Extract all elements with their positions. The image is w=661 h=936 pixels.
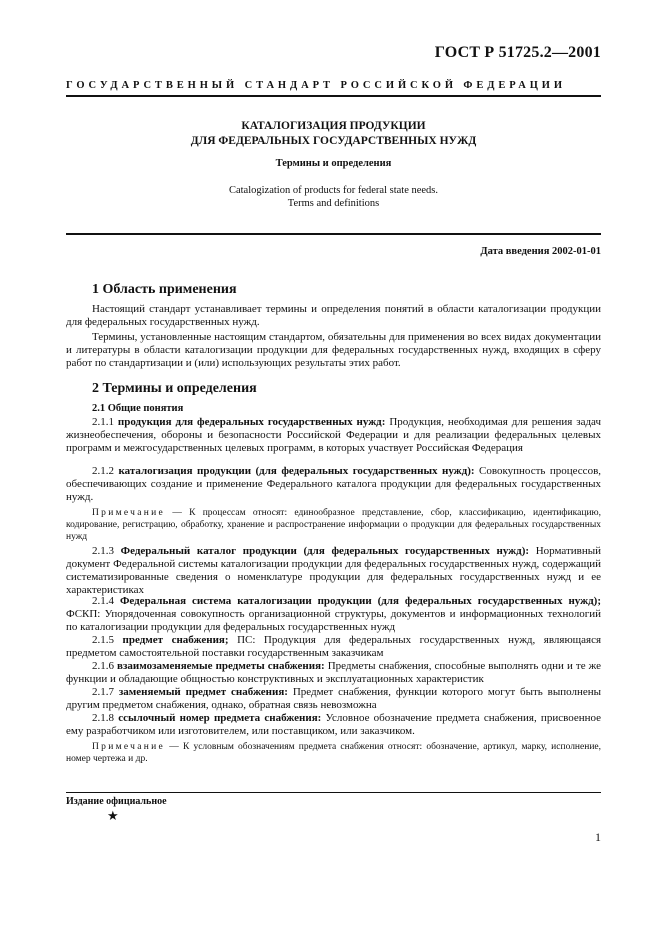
- bottom-rule: [66, 792, 601, 793]
- note-text: — К условным обозначениям предмета снабжения относят: обозначение, артикул, марку, исполнение, номер чертежа и др.: [66, 742, 601, 764]
- term-name: Федеральный каталог продукции (для федеральных государственных нужд):: [120, 545, 530, 557]
- document-subtitle: Термины и определения: [275, 158, 392, 169]
- page-number: 1: [595, 830, 601, 844]
- note-2: [66, 741, 601, 765]
- section-1-paragraph-2: Термины, установленные настоящим стандартом, обязательны для применения во всех видах документации и литературы в области каталогизации продукции для федеральных государственных нужд, входящих в сферу работ по стандартизации и (или) использующих результаты этих работ.: [66, 331, 601, 369]
- term-number: 2.1.1: [92, 416, 114, 428]
- subsection-2-1-heading: 2.1 Общие понятия: [92, 403, 184, 414]
- term-number: 2.1.8: [92, 712, 114, 724]
- term-definition: Продукция, необходимая для решения задач жизнеобеспечения, обороны и безопасности Российской Федерации и для реализации федеральных целевых программ и межгосударственных целевых программ, в которых участвует Российская Федерация: [66, 416, 602, 454]
- term-2-1-8: [66, 712, 601, 738]
- term-name: каталогизация продукции (для федеральных государственных нужд):: [118, 465, 475, 477]
- term-name: Федеральная система каталогизации продукции (для федеральных государственных нужд);: [119, 595, 602, 607]
- note-text: — К процессам относят: единообразное представление, сбор, классификацию, идентификацию, кодирование, регистрацию, обработку, хранение и распространение информации о продукции для федеральных государственных нужд: [66, 508, 601, 542]
- note-label: Примечание: [92, 508, 166, 518]
- gost-number: ГОСТ Р 51725.2—2001: [434, 44, 601, 61]
- term-number: 2.1.3: [92, 545, 114, 557]
- note-label: Примечание: [92, 742, 166, 752]
- term-2-1-4: [66, 595, 601, 634]
- term-definition: Совокупность процессов, обеспечивающих создание и применение Федерального каталога продукции для федеральных государственных нужд.: [66, 465, 602, 503]
- term-2-1-2: [66, 465, 601, 504]
- top-rule: [66, 95, 601, 97]
- term-name: взаимозаменяемые предметы снабжения:: [117, 660, 325, 672]
- term-2-1-6: [66, 660, 601, 686]
- term-name: предмет снабжения;: [122, 634, 229, 646]
- document-title: [66, 119, 601, 149]
- term-definition: Предмет снабжения, функции которого могут быть выполнены другим предметом снабжения, однако, обратная связь невозможна: [66, 686, 602, 711]
- term-2-1-7: [66, 686, 601, 712]
- note-1: [66, 507, 601, 543]
- section-2-heading: 2 Термины и определения: [92, 381, 257, 396]
- term-number: 2.1.6: [92, 660, 114, 672]
- section-1-paragraph-1: Настоящий стандарт устанавливает термины и определения понятий в области каталогизации продукции для федеральных государственных нужд.: [66, 303, 601, 328]
- edition-label: Издание официальное: [66, 796, 167, 807]
- middle-rule: [66, 233, 601, 235]
- term-number: 2.1.2: [92, 465, 114, 477]
- term-definition: ПС: Продукция для федеральных государственных нужд, являющаяся предметом самостоятельной поставки государственным заказчикам: [66, 634, 602, 659]
- term-number: 2.1.4: [92, 595, 114, 607]
- introduction-date: Дата введения 2002-01-01: [480, 246, 601, 257]
- standard-banner: ГОСУДАРСТВЕННЫЙ СТАНДАРТ РОССИЙСКОЙ ФЕДЕРАЦИИ: [66, 80, 566, 91]
- section-1-heading: 1 Область применения: [92, 282, 237, 297]
- term-name: ссылочный номер предмета снабжения:: [118, 712, 322, 724]
- title-line-2: ДЛЯ ФЕДЕРАЛЬНЫХ ГОСУДАРСТВЕННЫХ НУЖД: [190, 135, 477, 147]
- term-definition: Предметы снабжения, способные выполнять одни и те же функции и обладающие общностью конструктивных и эксплуатационных характеристик: [66, 660, 601, 685]
- english-title: [66, 184, 601, 210]
- term-name: заменяемый предмет снабжения:: [118, 686, 288, 698]
- term-definition: Нормативный документ Федеральной системы каталогизации продукции для федеральных государственных нужд, содержащий систематизированные сведения о номенклатуре продукции для федеральных государственных нужд и ее характеристиках: [66, 545, 602, 596]
- term-definition: Условное обозначение предмета снабжения, присвоенное ему разработчиком или изготовителем, или поставщиком, или заказчиком.: [66, 712, 602, 737]
- term-name: продукция для федеральных государственных нужд:: [117, 416, 386, 428]
- star-icon: ★: [107, 808, 119, 823]
- english-title-line-2: Terms and definitions: [287, 198, 380, 209]
- title-line-1: КАТАЛОГИЗАЦИЯ ПРОДУКЦИИ: [241, 120, 426, 132]
- term-2-1-5: [66, 634, 601, 660]
- term-2-1-3: [66, 545, 601, 597]
- term-number: 2.1.5: [92, 634, 114, 646]
- english-title-line-1: Catalogization of products for federal state needs.: [228, 185, 439, 196]
- term-2-1-1: [66, 416, 601, 455]
- term-definition: ФСКП: Упорядоченная совокупность организационной структуры, документов и информационных технологий по каталогизации продукции для федеральных государственных нужд: [66, 608, 601, 633]
- term-number: 2.1.7: [92, 686, 114, 698]
